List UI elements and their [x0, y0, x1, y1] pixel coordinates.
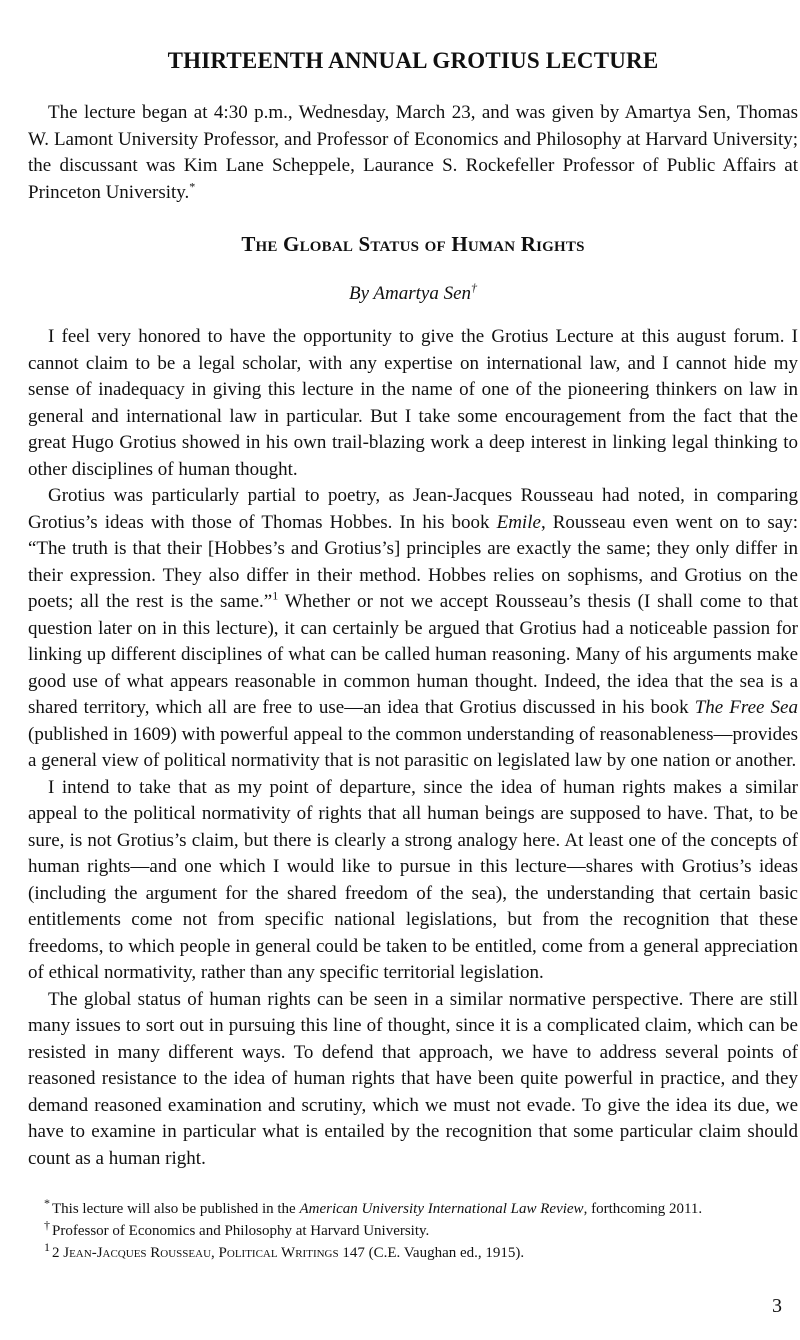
paragraph-1: I feel very honored to have the opportunity to give the Grotius Lecture at this august forum. I cannot claim to be a legal scholar, with any expertise on international law, and I cannot hide my sense of inadequacy in giving this lecture in the name of one of the pioneering thinkers on law in general and international law in particular. But I take some encouragement from the fact that the great Hugo Grotius showed in his own trail-blazing work a deep interest in linking legal thinking to other disciplines of human thought. [28, 326, 798, 480]
byline-footnote-mark: † [471, 280, 478, 295]
lecture-heading: THIRTEENTH ANNUAL GROTIUS LECTURE [167, 48, 659, 73]
footnote-star-text-after: , forthcoming 2011. [583, 1201, 703, 1218]
article-title: The Global Status of Human Rights [241, 232, 585, 257]
footnote-1-suffix: 147 (C.E. Vaughan ed., 1915). [338, 1245, 525, 1262]
paragraph-2-part-2: , Rousseau even went on to say: “The truth is that their [Hobbes’s and Grotius’s] principles are exactly the same; they only differ in their expression. They also differ in their method. Hobbes relies on sophisms, and Grotius on the poets; all the rest is the same.” [28, 511, 799, 613]
footnote-1-work: Political Writings [218, 1245, 339, 1262]
footnote-1-separator: , [211, 1245, 219, 1262]
footnote-star-text-before: This lecture will also be published in the [52, 1201, 300, 1218]
byline [28, 280, 798, 306]
footnote-star-mark: * [44, 1196, 50, 1211]
preface-text: The lecture began at 4:30 p.m., Wednesday, March 23, and was given by Amartya Sen, Thomas W. Lamont University Professor, and Professor of Economics and Philosophy at Harvard University; the discussant was Kim Lane Scheppele, Laurance S. Rockefeller Professor of Public Affairs at Princeton University. [28, 102, 798, 203]
footnote-1-prefix: 2 [52, 1245, 64, 1262]
footnote-dagger [28, 1220, 798, 1242]
paragraph-2-part-4: (published in 1609) with powerful appeal to the common understanding of reasonableness—provides a general view of political normativity that is not parasitic on legislated law by one nation or another. [28, 723, 798, 772]
footnote-star-journal: American University International Law Review [299, 1201, 584, 1218]
preface-paragraph [28, 100, 798, 206]
article-body [28, 324, 798, 1172]
page-number: 3 [772, 1295, 782, 1317]
paragraph-3: I intend to take that as my point of departure, since the idea of human rights makes a similar appeal to the political normativity of rights that all human beings are supposed to have. That, to be sure, is not Grotius’s claim, but there is clearly a strong analogy here. At least one of the concepts of human rights—and one which I would like to pursue in this lecture—shares with Grotius’s ideas (including the argument for the shared freedom of the sea), the understanding that certain basic entitlements come not from specific national legislations, but from the recognition that these freedoms, to which people in general could be taken to be entitled, come from a general appreciation of ethical normativity, rather than any specific territorial legislation. [28, 776, 798, 984]
paragraph-2-part-1: Grotius was particularly partial to poetry, as Jean-Jacques Rousseau had noted, in comparing Grotius’s ideas with those of Thomas Hobbes. In his book [28, 485, 798, 533]
paragraph-2 [28, 483, 798, 775]
footnote-dagger-mark: † [44, 1218, 50, 1233]
emile-title: Emile [496, 511, 541, 533]
paragraph-4: The global status of human rights can be seen in a similar normative perspective. There are still many issues to sort out in pursuing this line of thought, since it is a complicated claim, which can be resisted in many different ways. To defend that approach, we have to address several points of reasoned resistance to the idea of human rights that have been quite powerful in practice, and they demand reasoned examination and scrutiny, which we must not evade. To give the idea its due, we have to examine in particular what is entailed by the recognition that some particular claim should count as a human right. [28, 988, 798, 1169]
document-page [28, 48, 798, 1264]
free-sea-title: The Free Sea [694, 697, 798, 719]
paragraph-2-footnote-mark: 1 [272, 589, 279, 604]
footnote-1-mark: 1 [44, 1240, 50, 1255]
footnote-1-author: Jean-Jacques Rousseau [63, 1245, 212, 1262]
footnotes [28, 1198, 798, 1264]
paragraph-2-part-3: Whether or not we accept Rousseau’s thesis (I shall come to that question later on in this lecture), it can certainly be argued that Grotius had a noticeable passion for linking up different disciplines of what can be called human reasoning. Many of his arguments make good use of what appears reasonable in common human thought. Indeed, the idea that the sea is a shared territory, which all are free to use—an idea that Grotius discussed in his book [28, 591, 798, 719]
footnote-1 [28, 1242, 798, 1264]
footnote-star [28, 1198, 798, 1220]
byline-text: By Amartya Sen [348, 282, 472, 304]
preface-footnote-mark: * [189, 179, 196, 194]
footnote-dagger-text: Professor of Economics and Philosophy at Harvard University. [52, 1223, 430, 1240]
